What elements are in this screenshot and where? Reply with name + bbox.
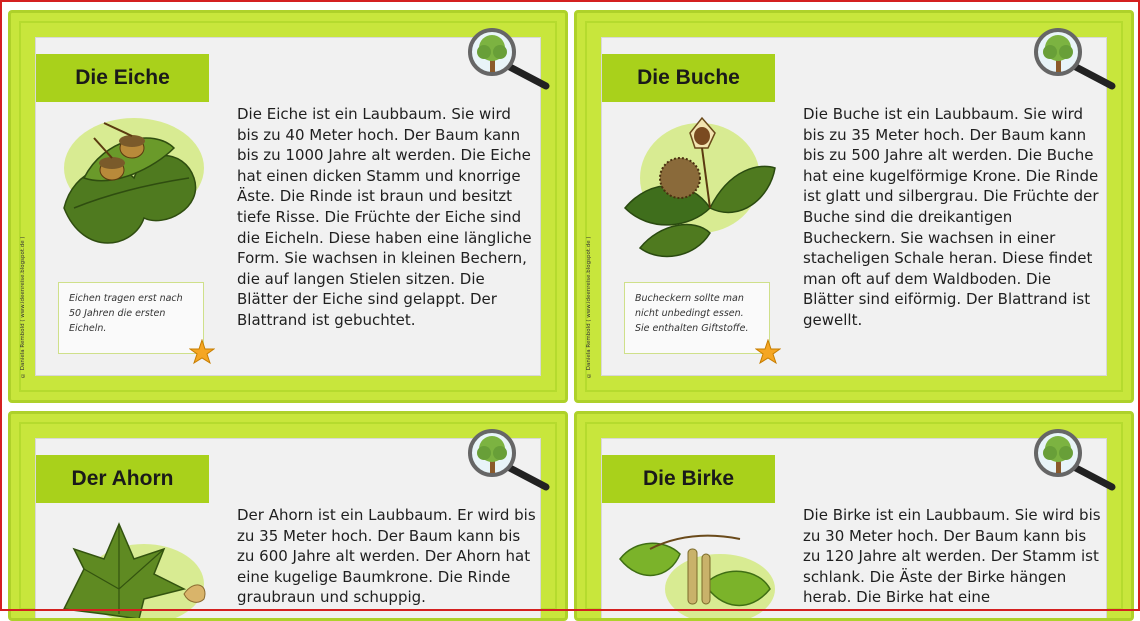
card-title: Die Eiche	[36, 54, 209, 102]
maple-leaf-illustration	[44, 509, 212, 619]
fact-note-text: Eichen tragen erst nach 50 Jahren die ersten Eicheln.	[69, 293, 183, 334]
card-content	[35, 438, 541, 621]
card-birke	[574, 411, 1134, 621]
oak-leaf-acorn-illustration	[44, 108, 212, 268]
card-eiche	[8, 10, 568, 403]
tree-magnifier-icon	[1016, 28, 1126, 98]
credit-text: © Daniela Rembold ( www.ideenreise.blogspot.de )	[20, 236, 26, 378]
card-ahorn	[8, 411, 568, 621]
card-text: Der Ahorn ist ein Laubbaum. Er wird bis zu 35 Meter hoch. Der Baum kann bis zu 600 Jahre alt werden. Der Ahorn hat eine kugelige Baumkrone. Die Rinde graubraun und schuppig.	[237, 506, 536, 607]
card-buche	[574, 10, 1134, 403]
birch-leaf-catkin-illustration	[610, 509, 778, 619]
tree-magnifier-icon	[1016, 429, 1126, 499]
star-icon	[755, 339, 781, 365]
card-text: Die Buche ist ein Laubbaum. Sie wird bis zu 35 Meter hoch. Der Baum kann bis zu 500 Jahre alt werden. Die Buche hat eine kugelförmige Krone. Die Rinde ist glatt und silbergrau. Die Früchte der Buche sind die dreikantigen Bucheckern. Sie wachsen in einer stacheligen Schale heran. Diese findet man oft auf dem Waldboden. Die Blätter sind eiförmig. Der Blattrand ist gewellt.	[803, 105, 1099, 329]
card-title: Die Buche	[602, 54, 775, 102]
card-text: Die Birke ist ein Laubbaum. Sie wird bis zu 30 Meter hoch. Der Baum kann bis zu 120 Jahre alt werden. Der Stamm ist schlank. Die Äste der Birke hängen herab. Die Birke hat eine	[803, 506, 1101, 607]
beech-leaf-nut-illustration	[610, 108, 778, 268]
card-text: Die Eiche ist ein Laubbaum. Sie wird bis zu 40 Meter hoch. Der Baum kann bis zu 1000 Jahre alt werden. Die Eiche hat einen dicken Stamm und knorrige Äste. Die Rinde ist braun und besitzt tiefe Risse. Die Früchte der Eiche sind die Eicheln. Diese haben eine längliche Form. Sie wachsen in kleinen Bechern, die auf langen Stielen sitzen. Die Blätter der Eiche sind gelappt. Der Blattrand ist gebuchtet.	[237, 105, 532, 329]
fact-note	[624, 282, 770, 354]
tree-magnifier-icon	[450, 28, 560, 98]
tree-magnifier-icon	[450, 429, 560, 499]
star-icon	[189, 339, 215, 365]
card-content	[586, 37, 1107, 378]
fact-note	[58, 282, 204, 354]
fact-note-text: Bucheckern sollte man nicht unbedingt essen. Sie enthalten Giftstoffe.	[635, 293, 749, 334]
card-content	[20, 37, 541, 378]
card-title: Der Ahorn	[36, 455, 209, 503]
credit-text: © Daniela Rembold ( www.ideenreise.blogspot.de )	[586, 236, 592, 378]
card-title: Die Birke	[602, 455, 775, 503]
card-content	[601, 438, 1107, 621]
